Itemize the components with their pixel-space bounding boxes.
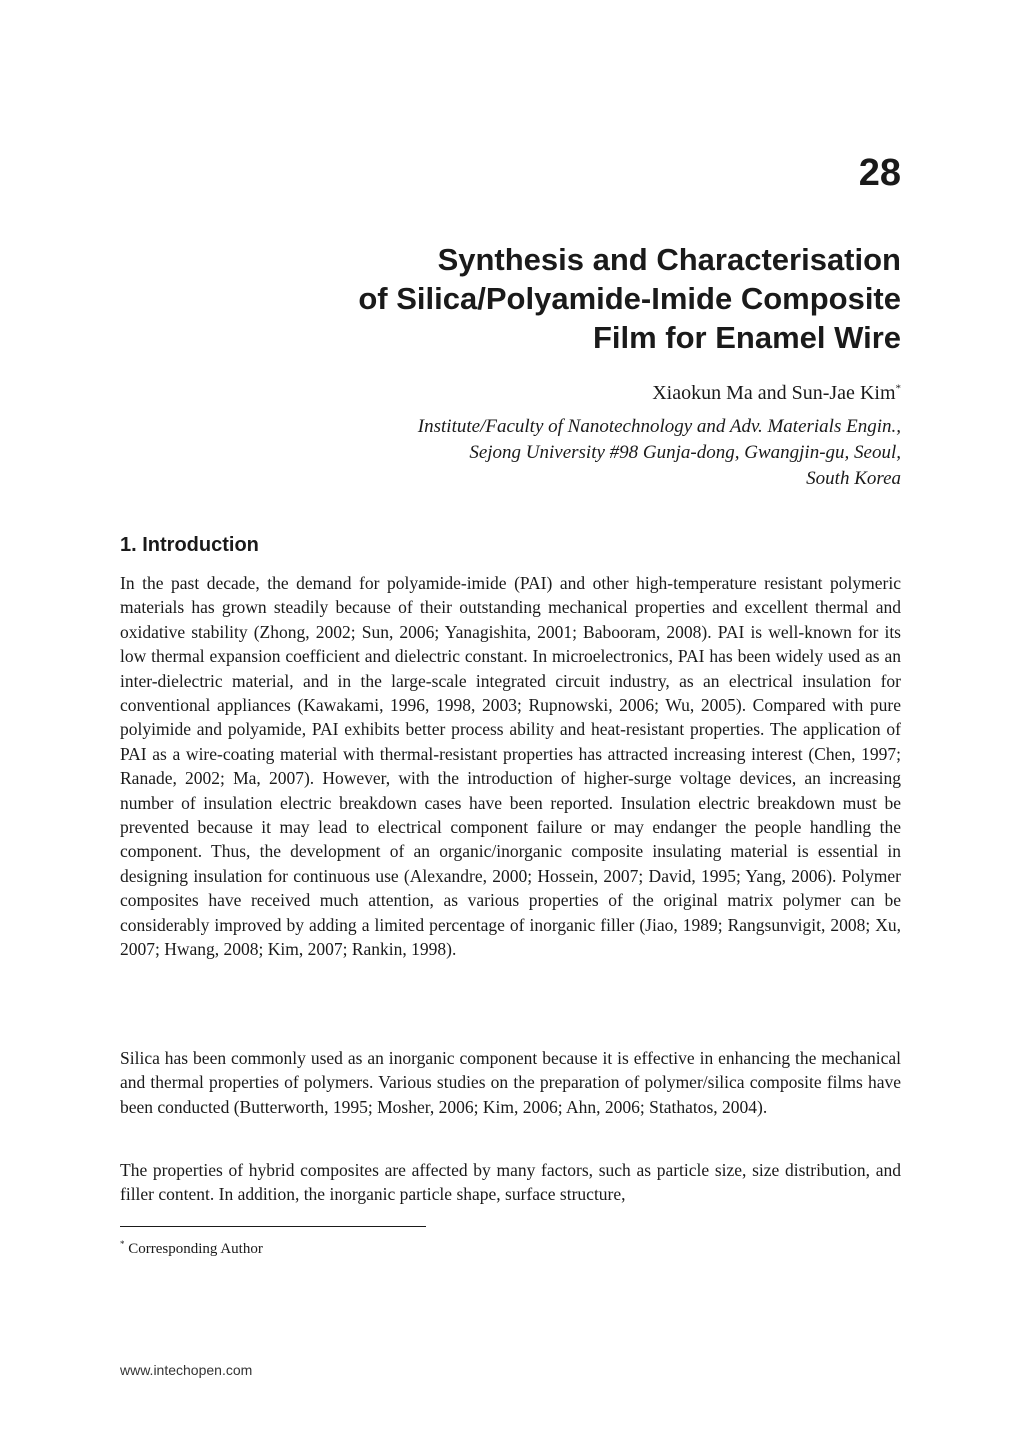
chapter-title [201,240,901,357]
affiliation-line: Institute/Faculty of Nanotechnology and Adv. Materials Engin., [417,416,901,437]
body-paragraph: The properties of hybrid composites are affected by many factors, such as particle size, size distribution, and filler content. In addition, the inorganic particle shape, surface structure, [120,1160,901,1205]
section-heading: 1. Introduction [120,534,259,556]
chapter-title-line: of Silica/Polyamide-Imide Composite [358,281,901,316]
chapter-title-line: Synthesis and Characterisation [437,242,901,277]
chapter-number: 28 [858,152,901,194]
body-paragraph: Silica has been commonly used as an inorganic component because it is effective in enhancing the mechanical and thermal properties of polymers. Various studies on the preparation of polymer/silica composite films have been conducted (Butterworth, 1995; Mosher, 2006; Kim, 2006; Ahn, 2006; Stathatos, 2004). [120,1048,901,1117]
chapter-title-line: Film for Enamel Wire [592,320,901,355]
footer-url: www.intechopen.com [120,1362,253,1378]
author-affiliation [201,414,901,492]
footnote-marker: * [120,1239,125,1249]
corresponding-author-marker: * [895,382,901,395]
footnote-divider [120,1226,426,1227]
author-names: Xiaokun Ma and Sun-Jae Kim [652,382,896,404]
body-paragraph: In the past decade, the demand for polyamide-imide (PAI) and other high-temperature resistant polymeric materials has grown steadily because of their outstanding mechanical properties and excellent thermal and oxidative stability (Zhong, 2002; Sun, 2006; Yanagishita, 2001; Babooram, 2008). PAI is well-known for its low thermal expansion coefficient and dielectric constant. In microelectronics, PAI has been widely used as an inter-dielectric material, and in the large-scale integrated circuit industry, as an electrical insulation for conventional appliances (Kawakami, 1996, 1998, 2003; Rupnowski, 2006; Wu, 2005). Compared with pure polyimide and polyamide, PAI exhibits better process ability and heat-resistant properties. The application of PAI as a wire-coating material with thermal-resistant properties has attracted increasing interest (Chen, 1997; Ranade, 2002; Ma, 2007). However, with the introduction of higher-surge voltage devices, an increasing number of insulation electric breakdown cases have been reported. Insulation electric breakdown must be prevented because it may lead to electrical component failure or may endanger the people handling the component. Thus, the development of an organic/inorganic composite insulating material is essential in designing insulation for continuous use (Alexandre, 2000; Hossein, 2007; David, 1995; Yang, 2006). Polymer composites have received much attention, as various properties of the original matrix polymer can be considerably improved by adding a limited percentage of inorganic filler (Jiao, 1989; Rangsunvigit, 2008; Xu, 2007; Hwang, 2008; Kim, 2007; Rankin, 1998). [120,573,901,960]
footnote [120,1239,263,1259]
footnote-text: Corresponding Author [128,1241,263,1257]
affiliation-line: Sejong University #98 Gunja-dong, Gwangjin-gu, Seoul, [469,442,901,463]
author-line [201,380,901,406]
affiliation-line: South Korea [806,468,901,489]
